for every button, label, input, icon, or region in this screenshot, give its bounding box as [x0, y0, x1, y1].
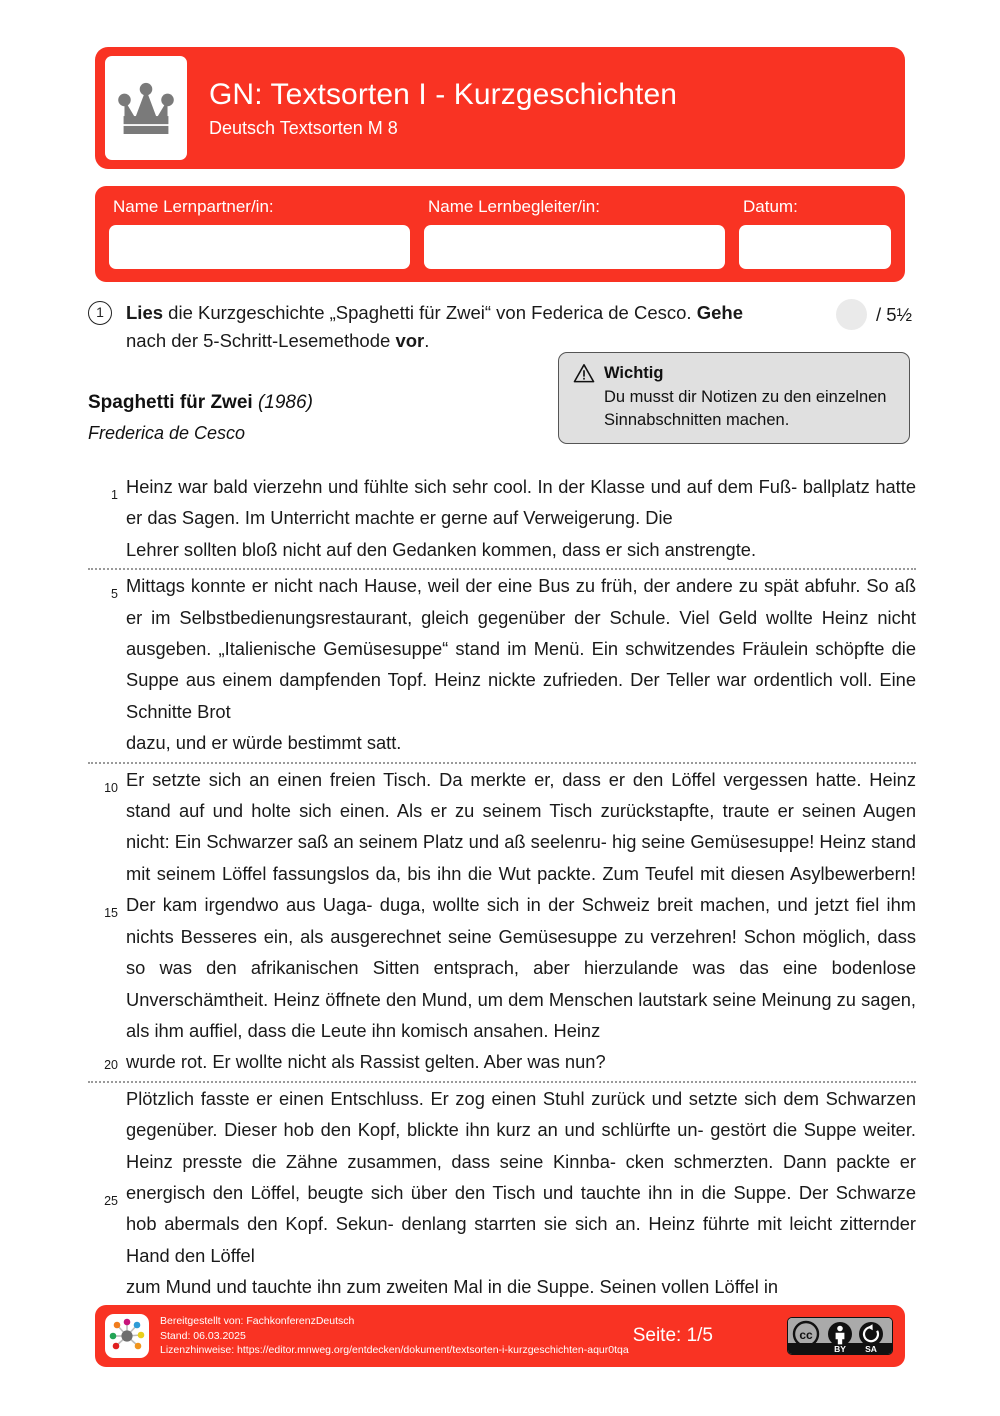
line-number: 25: [104, 1193, 118, 1208]
footer-license-link[interactable]: Lizenzhinweise: https://editor.mnweg.org/entdecken/dokument/textsorten-i-kurzgeschichten-aqur0tqa: [160, 1344, 629, 1357]
important-callout: [558, 352, 910, 444]
paragraph-body: [126, 1083, 916, 1303]
story-title-line: [88, 390, 508, 416]
story-paragraph: [88, 570, 916, 763]
line-number: 5: [111, 587, 118, 602]
story-line: zum Mund und tauchte ihn zum zweiten Mal in die Suppe. Seinen vollen Löffel in: [126, 1276, 779, 1298]
story-line: Mittags konnte er nicht nach Hause, weil der eine Bus zu früh, der andere zu spät: [126, 575, 805, 597]
story-line: dazu, und er würde bestimmt satt.: [126, 732, 402, 754]
story-line: hig seine Gemüsesuppe! Heinz stand mit seinem Löffel fassungslos da, bis ihn die: [126, 831, 916, 884]
task-verb-lies: Lies: [126, 302, 164, 323]
svg-text:SA: SA: [865, 1344, 877, 1354]
story-line: Wut packte. Zum Teufel mit diesen Asylbewerbern! Der kam irgendwo aus Uaga-: [126, 862, 916, 916]
story-line: cken schmerzten. Dann packte er energisch den Löffel, beugte sich über den: [126, 1150, 916, 1203]
task-number-badge: 1: [88, 301, 112, 325]
line-number: 10: [104, 780, 118, 795]
score-max-label: / 5½: [876, 303, 912, 325]
story-line: duga, wollte sich in der Schweiz breit machen, und jetzt fiel ihm nichts Besseres: [126, 894, 917, 947]
story-year: (1986): [257, 392, 313, 413]
task-instruction: [126, 299, 912, 355]
paragraph-body: [126, 570, 916, 758]
datum-input[interactable]: [739, 225, 891, 269]
callout-body: Du musst dir Notizen zu den einzelnen Sinnabschnitten machen.: [604, 388, 887, 429]
story-line: Meinung zu sagen, als ihm auffiel, dass die Leute ihn komisch ansahen. Heinz: [126, 988, 916, 1041]
story-line: Schwarzen gegenüber. Dieser hob den Kopf, blickte ihn kurz an und schlürfte un-: [126, 1087, 916, 1141]
line-number: 15: [104, 906, 118, 921]
task-text-line2-pre: nach der 5-Schritt-Lesemethode: [126, 330, 396, 351]
task-verb-vor: vor: [395, 330, 425, 351]
story-line: Topf. Heinz nickte zufrieden. Der Teller war ordentlich voll. Eine Schnitte Brot: [126, 669, 916, 722]
story-line: Lehrer sollten bloß nicht auf den Gedanken kommen, dass er sich anstrengte.: [126, 538, 757, 560]
story-paragraph: [88, 764, 916, 1083]
document-footer: [95, 1305, 905, 1367]
line-number: 1: [111, 488, 118, 502]
creative-commons-by-sa-icon: [788, 1318, 892, 1354]
task-verb-gehe: Gehe: [696, 302, 743, 323]
story-heading-block: [88, 390, 508, 446]
story-line: Plötzlich fasste er einen Entschluss. Er zog einen Stuhl zurück und setzte sich dem: [126, 1087, 826, 1109]
name-fields-bar: [95, 186, 905, 282]
svg-text:BY: BY: [834, 1344, 846, 1354]
paragraph-body: [126, 764, 916, 1078]
task-row: [88, 299, 912, 355]
field-lernbegleiter: [424, 196, 725, 269]
story-line: ballplatz hatte er das Sagen. Im Unterricht machte er gerne auf Verweigerung. Die: [126, 476, 917, 529]
story-line: Er setzte sich an einen freien Tisch. Da merkte er, dass er den Löffel vergessen: [126, 768, 816, 790]
story-line: Heinz war bald vierzehn und fühlte sich sehr cool. In der Klasse und auf dem Fuß-: [126, 476, 803, 497]
warning-triangle-icon: [573, 363, 595, 383]
lernbegleiter-input[interactable]: [424, 225, 725, 269]
callout-title: Wichtig: [604, 363, 664, 382]
story-line: Unverschämtheit. Heinz öffnete den Mund, um dem Menschen lautstark seine: [126, 988, 762, 1010]
story-paragraph: [88, 471, 916, 570]
task-text-mid: die Kurzgeschichte „Spaghetti für Zwei“ von Federica de Cesco.: [163, 302, 697, 323]
footer-provided-by: Bereitgestellt von: FachkonferenzDeutsch: [160, 1315, 355, 1328]
story-line: Tisch und tauchte ihn in die Suppe. Der Schwarze hob abermals den Kopf. Sekun-: [126, 1181, 916, 1235]
license-badge[interactable]: [787, 1317, 893, 1355]
page-subtitle: Deutsch Textsorten M 8: [209, 117, 398, 138]
story-paragraph: [88, 1083, 916, 1306]
story-line: abfuhr. So aß er im Selbstbedienungsrestaurant, gleich gegenüber der Schule.: [126, 575, 916, 628]
page-title: GN: Textsorten I - Kurzgeschichten: [209, 77, 678, 111]
field-label-lernbegleiter: Name Lernbegleiter/in:: [428, 197, 600, 216]
footer-page-number: Seite: 1/5: [632, 1325, 713, 1346]
footer-logo: [105, 1314, 149, 1358]
field-datum: [739, 196, 891, 269]
footer-stand-date: Stand: 06.03.2025: [160, 1329, 246, 1342]
task-block-1: [88, 299, 912, 355]
line-number: 20: [104, 1058, 118, 1073]
mnweg-network-icon: [107, 1316, 147, 1356]
story-line: hatte. Heinz stand auf und holte sich einen. Als er zu seinem Tisch zurückstapfte,: [126, 768, 916, 822]
field-lernpartner: [109, 196, 410, 269]
story-text: [88, 471, 916, 1306]
score-input-circle[interactable]: [836, 299, 867, 330]
story-line: was den afrikanischen Sitten entsprach, aber hierzulande was das eine bodenlose: [159, 957, 916, 979]
story-line: wurde rot. Er wollte nicht als Rassist gelten. Aber was nun?: [126, 1051, 606, 1073]
story-line: gestört die Suppe weiter. Heinz presste die Zähne zusammen, dass seine Kinnba-: [126, 1119, 916, 1172]
story-author: Frederica de Cesco: [88, 423, 246, 443]
document-header: [95, 47, 905, 169]
callout-header: [573, 363, 895, 383]
task-text-line2-post: .: [424, 330, 430, 351]
story-line: ein, als ausgerechnet seine Gemüsesuppe zu verzehren! Schon möglich, dass so: [126, 925, 917, 979]
header-logo: [105, 56, 187, 160]
crown-icon: [117, 82, 175, 134]
field-label-datum: Datum:: [743, 197, 798, 216]
story-line: denlang starrten sie sich an. Heinz führte mit leicht zitternder Hand den Löffel: [126, 1213, 916, 1266]
score-area: [836, 299, 912, 330]
lernpartner-input[interactable]: [109, 225, 410, 269]
story-title: Spaghetti für Zwei: [88, 392, 253, 413]
story-line: traute er seinen Augen nicht: Ein Schwarzer saß an seinem Platz und aß seelenru-: [126, 800, 916, 853]
paragraph-body: [126, 471, 916, 565]
field-label-lernpartner: Name Lernpartner/in:: [113, 197, 274, 216]
story-line: Menü. Ein schwitzendes Fräulein schöpfte die Suppe aus einem dampfenden: [126, 638, 916, 691]
header-text-block: [209, 77, 677, 140]
story-line: Viel Geld wollte Heinz nicht ausgeben. „Italienische Gemüsesuppe“ stand im: [126, 606, 916, 660]
svg-text:cc: cc: [799, 1328, 813, 1342]
